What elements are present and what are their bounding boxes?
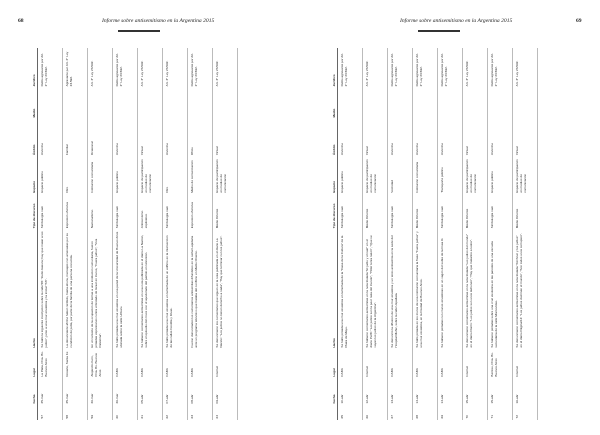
cell-fecha: 07-abr	[163, 378, 188, 405]
table-row	[113, 48, 138, 420]
cell-tipo: Medio Oriente	[513, 194, 538, 229]
cell-num: 67	[388, 405, 413, 420]
header-rule	[118, 30, 160, 32]
cell-lugar: Internet	[513, 349, 538, 378]
cell-fecha: 15-abr	[488, 378, 513, 405]
cell-hecho: Se halló pintada en los muros de una institución comunitaria la frase "Fuera judíos" y una cruz esvástica, en la Ciudad de Buenos Aires.	[413, 230, 438, 349]
cell-ambito: Anónimo	[113, 119, 138, 157]
cell-juridico: Delito agravante por Art. 2° Ley 23.592.	[413, 48, 438, 88]
cell-ambito: Anónimo	[488, 119, 513, 157]
cell-espacio: Espacio público	[38, 157, 63, 195]
cell-ambito: Virtual	[463, 119, 488, 157]
cell-medio	[413, 88, 438, 119]
cell-num: 70	[463, 405, 488, 420]
cell-espacio: Espacio público	[338, 157, 363, 195]
cell-ambito: Ocasional	[88, 119, 113, 157]
cell-ambito: Virtual	[213, 119, 238, 157]
cell-fecha: 25-mar	[38, 378, 63, 405]
table-row	[38, 48, 63, 420]
cell-medio	[463, 88, 488, 119]
cell-fecha: 14-abr	[438, 378, 463, 405]
table-row	[363, 48, 388, 420]
column-header: Espacio	[30, 157, 38, 195]
cell-tipo: Simbología nazi	[388, 194, 413, 229]
cell-tipo: Medio Oriente	[413, 194, 438, 229]
cell-tipo: Simbología nazi	[488, 194, 513, 229]
table-row	[213, 48, 238, 420]
cell-lugar: CABA	[388, 349, 413, 378]
cell-num: 57	[38, 405, 63, 420]
page-number: 68	[18, 18, 24, 24]
table-row	[388, 48, 413, 420]
cell-juridico: Art. 3° Ley 23.592.	[213, 48, 238, 88]
cell-juridico: Delito agravante por Art. 2° Ley 23.592.	[488, 48, 513, 88]
cell-medio	[138, 88, 163, 119]
cell-fecha: 14-abr	[413, 378, 438, 405]
cell-medio	[213, 88, 238, 119]
cell-ambito: Anónimo	[438, 119, 463, 157]
table-row	[338, 48, 363, 420]
cell-fecha: 10-abr	[338, 378, 363, 405]
cell-espacio: Espacio público	[113, 157, 138, 195]
cell-lugar: CABA	[413, 349, 438, 378]
table-row	[513, 48, 538, 420]
cell-fecha: 05-abr	[138, 378, 163, 405]
cell-tipo: Nacionalismo	[88, 194, 113, 229]
cell-lugar: CABA	[438, 349, 463, 378]
cell-num: 69	[438, 405, 463, 420]
cell-medio	[163, 88, 188, 119]
cell-num: 62	[163, 405, 188, 420]
cell-espacio: Transporte público	[438, 157, 463, 195]
column-header: Lugar	[330, 349, 338, 378]
column-header: Tipo de discurso	[30, 194, 38, 229]
cell-hecho: Se hallaron comentarios antisemitas en una nota publicada en el diario La Nación, sobre el episodio del cruce con el apoderado del partido en televisión.	[138, 230, 163, 349]
cell-espacio: Institución comunitaria	[413, 157, 438, 195]
table-row	[438, 48, 463, 420]
cell-juridico: Delito agravante por Art. 2° Ley 23.592.	[113, 48, 138, 88]
cell-fecha: 08-abr	[188, 378, 213, 405]
cell-espacio: Espacio público	[488, 157, 513, 195]
right-page	[300, 0, 600, 435]
cell-tipo: Simbología nazi	[38, 194, 63, 229]
column-header: Medio	[330, 88, 338, 119]
cell-ambito: Virtual	[138, 119, 163, 157]
cell-hecho: Se halló pintada una cruz esvástica en la fachada de un edificio en la intersección de las calles Costilla y Rivas.	[163, 230, 188, 349]
table-header-row	[330, 48, 338, 420]
cell-espacio: Otro	[163, 157, 188, 195]
rotated-table-area	[30, 48, 258, 420]
table-row	[163, 48, 188, 420]
table-row	[463, 48, 488, 420]
cell-ambito: Virtual	[363, 119, 388, 157]
cell-fecha: 25-mar	[63, 378, 88, 405]
cell-hecho: En el contexto de la ocupación de tierras a una institución comunitaria, fueron pintadas expresiones contra el Estado de Israel en muros, "Fuera judíos", "Viva Palestina".	[88, 230, 113, 349]
cell-medio	[513, 88, 538, 119]
cell-ambito: Anónimo	[388, 119, 413, 157]
cell-num: 65	[338, 405, 363, 420]
cell-hecho: Se hallaron pintadas sobre una cruz esvástica en las paredes de una escuela secundaria de la calle Montevideo.	[488, 230, 513, 349]
cell-ambito: Familiar	[63, 119, 88, 157]
cell-lugar: Alejandro Korn, Pcia. Bs. Buenos Aires	[88, 349, 113, 378]
cell-fecha: 12-abr	[363, 378, 388, 405]
header-rule	[418, 30, 460, 32]
cell-lugar: Internet	[213, 349, 238, 378]
cell-espacio: Espacio de participación en medios de comunicación	[363, 157, 388, 195]
cell-medio	[338, 88, 363, 119]
header-title: Informe sobre antisemitismo en la Argentina 2015	[102, 18, 215, 24]
cell-lugar: Rosario, Santa Fe	[63, 349, 88, 378]
cell-tipo: Medio Oriente	[463, 194, 488, 229]
cell-hecho: Se halló pintada una cruz esvástica en la fachada de la "Casa de la Cultura" de la Plaza de Mayo.	[338, 230, 363, 349]
cell-juridico: Agravante por Art. 2° Ley 23.592.	[63, 48, 88, 88]
cell-lugar: Internet	[463, 349, 488, 378]
cell-tipo: Simbología nazi	[338, 194, 363, 229]
cell-medio	[438, 88, 463, 119]
cell-juridico: Delito agravante por Art. 2° Ley 23.592.	[438, 48, 463, 88]
cell-ambito: Oficio	[188, 119, 213, 157]
cell-espacio: Espacio de participación en medios de comunicación	[213, 157, 238, 195]
cell-hecho: Se denunciaron los comentarios que siguen en la nota publicada en el diario La Nación: "Los judíos no tienen derecho a nada", "Hay que terminar con los judíos".	[213, 230, 238, 349]
cell-ambito: Anónimo	[413, 119, 438, 157]
cell-lugar: CABA	[338, 349, 363, 378]
cell-ambito: Anónimo	[338, 119, 363, 157]
cell-lugar: CABA	[163, 349, 188, 378]
cell-espacio: Otro	[63, 157, 88, 195]
table-row	[488, 48, 513, 420]
cell-juridico: Delito agravante por Art. 2° Ley 23.592.	[188, 48, 213, 88]
cell-juridico: Delito agravante por Art. 2° Ley 23.592.	[338, 48, 363, 88]
cell-medio	[88, 88, 113, 119]
cell-espacio: Institución comunitaria	[88, 157, 113, 195]
cell-num: 64	[213, 405, 238, 420]
table-row	[88, 48, 113, 420]
cell-fecha: 26-mar	[88, 378, 113, 405]
cell-num: 66	[363, 405, 388, 420]
cell-lugar: La Plata, Pcia. Bs. Buenos Aires	[38, 349, 63, 378]
column-header: Lugar	[30, 349, 38, 378]
column-header: Jurídico	[30, 48, 38, 88]
column-header: Hecho	[330, 230, 338, 349]
cell-espacio: Medio de comunicación	[188, 157, 213, 195]
column-header: Ámbito	[330, 119, 338, 157]
cell-tipo: Medio Oriente	[213, 194, 238, 229]
cell-medio	[38, 88, 63, 119]
column-header: Espacio	[330, 157, 338, 195]
table-row	[188, 48, 213, 420]
cell-ambito: Virtual	[513, 119, 538, 157]
cell-hecho: Se halló pintada una cruz esvástica en una pared de la Universidad de Buenos Aires ubicada sobre la calle Uriburu.	[113, 230, 138, 349]
cell-num: 58	[63, 405, 88, 420]
cell-hecho: Se denunció la difusión de una cruz esvástica y un texto antisemita en la sede del Hospital Muñiz, sobre la calle Uspallata.	[388, 230, 413, 349]
cell-lugar: Internet	[363, 349, 388, 378]
cell-hecho: Se denunciaron comentarios antisemitas en la nota titulada "Los judíos del mundo" en el diario Clarín: "Los judíos son unos ladrones", "Hay que matarlos a todos".	[463, 230, 488, 349]
cell-juridico: Art. 3° Ley 23.592.	[463, 48, 488, 88]
cell-juridico: Art. 3° Ley 23.592.	[513, 48, 538, 88]
cell-num: 68	[413, 405, 438, 420]
cell-medio	[363, 88, 388, 119]
cell-num: 63	[188, 405, 213, 420]
cell-num: 72	[513, 405, 538, 420]
cell-hecho: Se hallaron comentarios antisemitas en la nota titulada "El judío y el nazi" en el diario Perfil: "Los judíos son la peor raza del mundo", "Hitler tenía razón", "Que se vayan los judíos de la Argentina".	[363, 230, 388, 349]
cell-espacio: Espacio de participación en medios de comunicación	[463, 157, 488, 195]
cell-espacio: Espacio de participación en medios de comunicación	[513, 157, 538, 195]
cell-juridico: Delito agravante por Art. 2° Ley 23.592.	[388, 48, 413, 88]
cell-fecha: 26-mar	[113, 378, 138, 405]
column-header: Fecha	[330, 378, 338, 405]
cell-fecha: 16-abr	[513, 378, 538, 405]
cell-fecha: 13-abr	[388, 378, 413, 405]
cell-fecha: 15-abr	[463, 378, 488, 405]
page-number: 69	[576, 18, 582, 24]
cell-medio	[488, 88, 513, 119]
table-row	[63, 48, 88, 420]
cell-juridico: Art. 3° Ley 23.592.	[88, 48, 113, 88]
cell-lugar: CABA	[138, 349, 163, 378]
cell-tipo: Expresión ofensiva	[63, 194, 88, 229]
cell-hecho: La denunciante afirmó haber recibido, hasta ahora, mensajes con amenazas por su condición de judía, por parte de la familia de una persona conocida.	[63, 230, 88, 349]
cell-num: 60	[113, 405, 138, 420]
cell-lugar: Berisso, Pcia. Bs. Buenos Aires	[488, 349, 513, 378]
cell-medio	[388, 88, 413, 119]
cell-hecho: Se halló la siguiente inscripción sobre la calle 58: "Judío basura; hay que matar a los judíos", junto a una cruz esvástica y la inicial "SS".	[38, 230, 63, 349]
cell-fecha: 09-abr	[213, 378, 238, 405]
column-header: Medio	[30, 88, 38, 119]
cell-tipo: Simbología nazi	[113, 194, 138, 229]
column-header: Fecha	[30, 378, 38, 405]
incidents-table	[330, 48, 538, 420]
table-row	[138, 48, 163, 420]
cell-medio	[113, 88, 138, 119]
table-row	[413, 48, 438, 420]
cell-num: 71	[488, 405, 513, 420]
cell-ambito: Anónimo	[163, 119, 188, 157]
cell-tipo: Medio Oriente	[363, 194, 388, 229]
cell-hecho: Fueron denunciados los comentarios antisemitas difundidos en la señal Lapidaria ante un programa televisivo que trataba del conflicto en Medio Oriente.	[188, 230, 213, 349]
cell-espacio: Espacio de participación en medios de comunicación	[138, 157, 163, 195]
cell-tipo: Simbología nazi	[163, 194, 188, 229]
cell-hecho: Se denunciaron comentarios antisemitas en la nota titulada "Kirchner y los judíos" en el diario Página/12: "Los judíos dominan el mundo", "Son todos unos corruptos".	[513, 230, 538, 349]
cell-medio	[63, 88, 88, 119]
column-header-number	[330, 405, 338, 420]
header-title: Informe sobre antisemitismo en la Argentina 2015	[400, 18, 513, 24]
cell-num: 61	[138, 405, 163, 420]
cell-medio	[188, 88, 213, 119]
cell-ambito: Anónimo	[38, 119, 63, 157]
column-header: Ámbito	[30, 119, 38, 157]
cell-hecho: Se hallaron pintadas con cruces esvásticas en un vagón del subte de la línea D.	[438, 230, 463, 349]
table-header-row	[30, 48, 38, 420]
rotated-table-area	[330, 48, 558, 420]
cell-lugar: CABA	[188, 349, 213, 378]
cell-tipo: Simbología nazi	[438, 194, 463, 229]
column-header: Jurídico	[330, 48, 338, 88]
cell-juridico: Delito agravante por Art. 2° Ley 23.592.	[38, 48, 63, 88]
column-header: Hecho	[30, 230, 38, 349]
cell-num: 59	[88, 405, 113, 420]
column-header: Tipo de discurso	[330, 194, 338, 229]
cell-juridico: Art. 3° Ley 23.592.	[363, 48, 388, 88]
cell-lugar: CABA	[113, 349, 138, 378]
cell-tipo: Expresión ofensiva	[188, 194, 213, 229]
incidents-table	[30, 48, 238, 420]
cell-tipo: Antisionismo explicativo	[138, 194, 163, 229]
cell-juridico: Art. 3° Ley 23.592.	[163, 48, 188, 88]
cell-juridico: Art. 3° Ley 23.592.	[138, 48, 163, 88]
cell-espacio: Vecindad	[388, 157, 413, 195]
column-header-number	[30, 405, 38, 420]
